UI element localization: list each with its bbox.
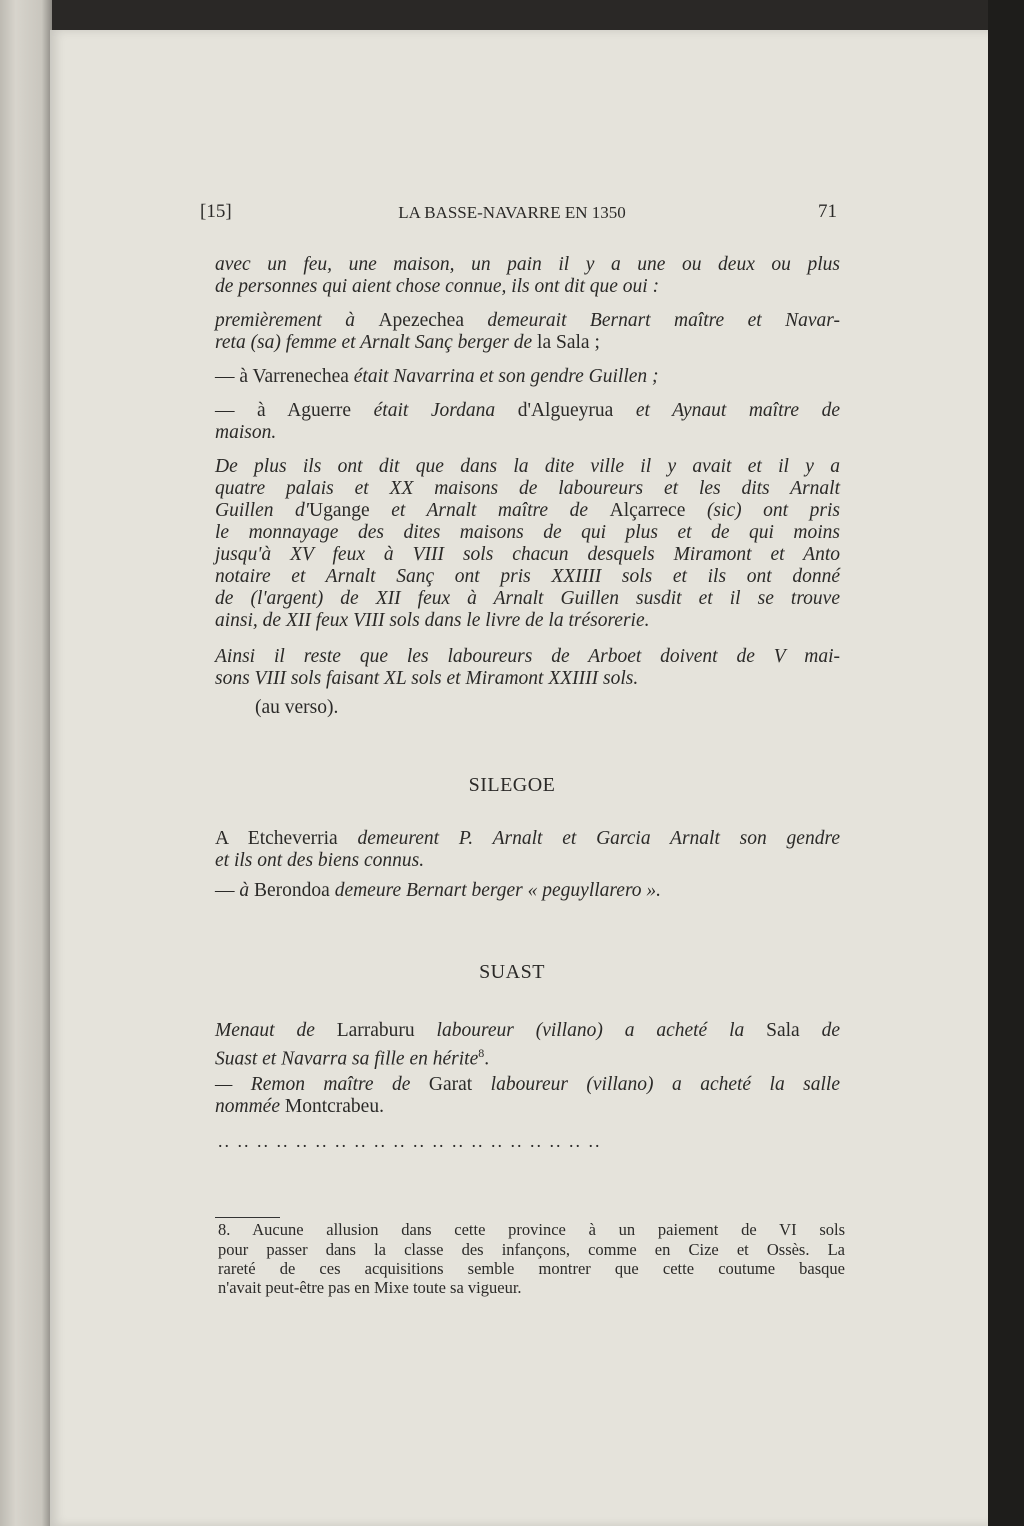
text-segment: de personnes qui aient chose connue, ils ont dit que oui : [215,276,660,297]
text-segment: premièrement à [215,310,379,331]
text-segment: laboureur (villano) a acheté la [436,1020,767,1041]
text-segment: et Arnalt maître de [391,500,610,521]
footnote-line: rareté de ces acquisitions semble montrer que cette coutume basque [218,1259,845,1278]
text-line [255,697,880,719]
text-line [215,276,840,298]
text-segment: — à Aguerre [215,400,374,421]
text-segment: était Jordana [373,400,518,421]
text-segment: — [215,880,240,901]
text-line [215,422,840,444]
text-segment: et ils ont des biens connus. [215,850,425,871]
text-segment: maison. [215,422,277,443]
text-segment: d'Algueyrua [517,400,636,421]
text-line [215,254,840,276]
text-segment: Apezechea [378,310,488,331]
text-line [215,1042,840,1071]
text-segment: Guillen d' [215,500,309,521]
text-segment: Ainsi il reste que les laboureurs de Arboet doivent de V mai- [215,646,840,667]
text-segment: . [484,1048,490,1070]
section-heading-silegoe: SILEGOE [468,774,556,796]
text-segment: — Remon maître de [215,1074,429,1095]
text-segment: Alçarrece [609,500,707,521]
text-line [215,588,840,610]
text-segment: Berondoa [254,880,335,901]
text-segment: la Sala ; [537,332,600,353]
text-segment: Suast et Navarra sa fille en hérite [215,1048,479,1070]
text-line [215,1074,840,1096]
text-line [215,500,840,522]
text-segment: de (l'argent) de XII feux à Arnalt Guillen susdit et il se trouve [215,588,840,609]
footnote-line: pour passer dans la classe des infançons, comme en Cize et Ossès. La [218,1240,845,1259]
text-segment: Sala [766,1020,822,1041]
text-line [215,850,840,872]
footnote-rule [215,1217,280,1218]
footnote-reference: 8 [478,1046,485,1060]
text-line [215,566,840,588]
text-segment: A Etcheverria [215,828,358,849]
text-segment: quatre palais et XX maisons de laboureurs et les dits Arnalt [215,478,840,499]
text-segment: notaire et Arnalt Sanç ont pris XXIIII sols et ils ont donné [215,566,840,587]
text-line [215,332,840,354]
text-segment: demeurait Bernart maître et Navar- [487,310,840,331]
text-line [215,400,840,422]
page-number: 71 [818,201,837,222]
text-segment: et Aynaut maître de [635,400,840,421]
text-line [215,366,840,388]
text-segment: était Navarrina et son gendre Guillen ; [353,366,659,387]
text-segment: Menaut de [215,1020,337,1041]
text-segment: — à Varrenechea [215,366,354,387]
text-line [215,310,840,332]
text-line [215,522,840,544]
text-line [215,828,840,850]
text-segment: Ugange [308,500,392,521]
text-segment: nommée [215,1096,285,1117]
text-segment: jusqu'à XV feux à VIII sols chacun desquels Miramont et Anto [215,544,840,565]
text-segment: reta (sa) femme et Arnalt Sanç berger de [215,332,538,353]
scan-background [988,0,1024,1526]
running-header-section: [15] [200,201,232,222]
ellipsis-line: .. .. .. .. .. .. .. .. .. .. .. .. .. .. .. .. .. .. .. .. [218,1131,602,1151]
text-line [215,880,840,902]
text-line [215,544,840,566]
text-segment: Larraburu [336,1020,437,1041]
text-line [215,646,840,668]
section-heading-suast: SUAST [479,961,545,983]
text-segment: ainsi, de XII feux VIII sols dans le livre de la trésorerie. [215,610,650,631]
text-line [215,668,840,690]
text-segment: sons VIII sols faisant XL sols et Miramont XXIIII sols. [215,668,639,689]
text-segment: Montcrabeu. [284,1096,384,1117]
text-segment: le monnayage des dites maisons de qui plus et de qui moins [215,522,840,543]
text-segment: Garat [428,1074,491,1095]
text-segment: laboureur (villano) a acheté la salle [490,1074,840,1095]
footnote-line: 8. Aucune allusion dans cette province à un paiement de VI sols [218,1220,845,1239]
text-segment: de [821,1020,840,1041]
text-segment: avec un feu, une maison, un pain il y a une ou deux ou plus [215,254,840,275]
footnote-line: n'avait peut-être pas en Mixe toute sa vigueur. [218,1278,522,1297]
book-gutter [0,0,52,1526]
text-segment: demeure Bernart berger « peguyllarero ». [334,880,662,901]
text-segment: (sic) ont pris [706,500,840,521]
running-header-title: LA BASSE-NAVARRE EN 1350 [398,203,626,222]
text-line [215,456,840,478]
text-line [215,1096,840,1118]
text-segment: à [239,880,254,901]
text-line [215,1020,840,1042]
text-segment: demeurent P. Arnalt et Garcia Arnalt son gendre [357,828,840,849]
text-segment: De plus ils ont dit que dans la dite ville il y avait et il y a [215,456,840,477]
text-line [215,478,840,500]
text-segment: (au verso). [255,697,339,718]
text-line [215,610,840,632]
